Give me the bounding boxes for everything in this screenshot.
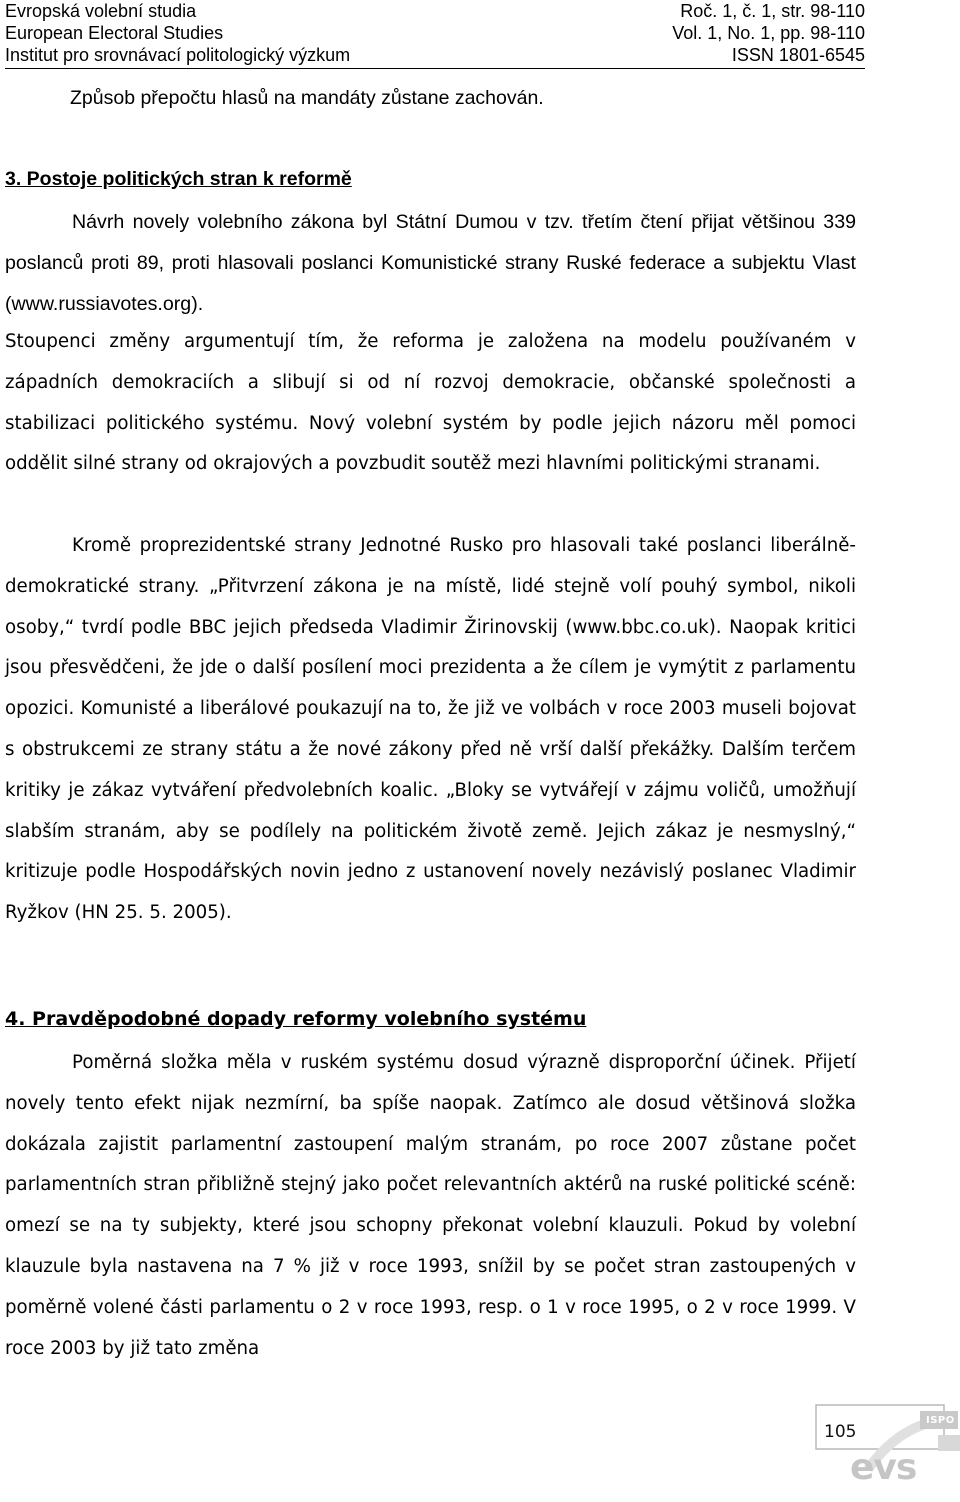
section-4-heading: 4. Pravděpodobné dopady reformy volebního systému (5, 1008, 587, 1030)
intro-line: Způsob přepočtu hlasů na mandáty zůstane zachován. (70, 87, 544, 109)
section-3-paragraph-1 (5, 202, 856, 324)
logo-ispo-text: ISPO (926, 1415, 955, 1426)
section-4-paragraph-1 (5, 1043, 856, 1369)
running-header (5, 0, 865, 70)
section-3-heading: 3. Postoje politických stran k reformě (5, 168, 352, 190)
paragraph-text: Poměrná složka měla v ruském systému dosud výrazně disproporční účinek. Přijetí novely tento efekt nijak nezmírní, ba spíše naopak. Zatímco ale dosud většinová složka dokázala zajistit parlamentní zastoupení malým stranám, po roce 2007 zůstane počet parlamentních stran přibližně stejný jako počet relevantních aktérů na ruské politické scéně: omezí se na ty subjekty, které jsou schopny překonat volební klauzuli. Pokud by volební klauzule byla nastavena na 7 % již v roce 1993, snížil by se počet stran zastoupených v poměrně volené části parlamentu o 2 v roce 1993, resp. o 1 v roce 1995, o 2 v roce 1999. V roce 2003 by již tato změna (5, 1052, 856, 1359)
header-journal-cz: Evropská volební studia (5, 1, 197, 21)
header-institute: Institut pro srovnávací politologický výzkum (5, 45, 351, 65)
section-3-paragraph-2 (5, 322, 856, 485)
paragraph-text: Stoupenci změny argumentují tím, že reforma je založena na modelu používaném v západních demokraciích a slibují si od ní rozvoj demokracie, občanské společnosti a stabilizaci politického systému. Nový volební systém by podle jejich názoru měl pomoci oddělit silné strany od okrajových a povzbudit soutěž mezi hlavními politickými stranami. (5, 331, 856, 475)
paragraph-text: Návrh novely volebního zákona byl Státní Dumou v tzv. třetím čtení přijat většinou 339 poslanců proti 89, proti hlasovali poslanci Komunistické strany Ruské federace a subjektu Vlast (www.russiavotes.org). (5, 211, 856, 315)
header-issn: ISSN 1801-6545 (731, 45, 865, 65)
header-journal-en: European Electoral Studies (5, 23, 224, 43)
header-rule (5, 68, 865, 69)
logo-evs-text: evs (850, 1447, 917, 1488)
page-number: 105 (824, 1422, 857, 1442)
section-3-paragraph-3 (5, 526, 856, 934)
evs-ispo-logo (808, 1385, 960, 1497)
header-issue-cz: Roč. 1, č. 1, str. 98-110 (680, 1, 865, 21)
paragraph-text: Kromě proprezidentské strany Jednotné Rusko pro hlasovali také poslanci liberálně-demokratické strany. „Přitvrzení zákona je na místě, lidé stejně volí pouhý symbol, nikoli osoby,“ tvrdí podle BBC jejich předseda Vladimir Žirinovskij (www.bbc.co.uk). Naopak kritici jsou přesvědčeni, že jde o další posílení moci prezidenta a že cílem je vymýtit z parlamentu opozici. Komunisté a liberálové poukazují na to, že již ve volbách v roce 2003 museli bojovat s obstrukcemi ze strany státu a že nové zákony před ně vrší další překážky. Dalším terčem kritiky je zákaz vytváření předvolebních koalic. „Bloky se vytvářejí v zájmu voličů, umožňují slabším stranám, aby se podílely na politickém životě země. Jejich zákaz je nesmyslný,“ kritizuje podle Hospodářských novin jedno z ustanovení novely nezávislý poslanec Vladimir Ryžkov (HN 25. 5. 2005). (5, 535, 856, 924)
header-issue-en: Vol. 1, No. 1, pp. 98-110 (672, 23, 865, 43)
